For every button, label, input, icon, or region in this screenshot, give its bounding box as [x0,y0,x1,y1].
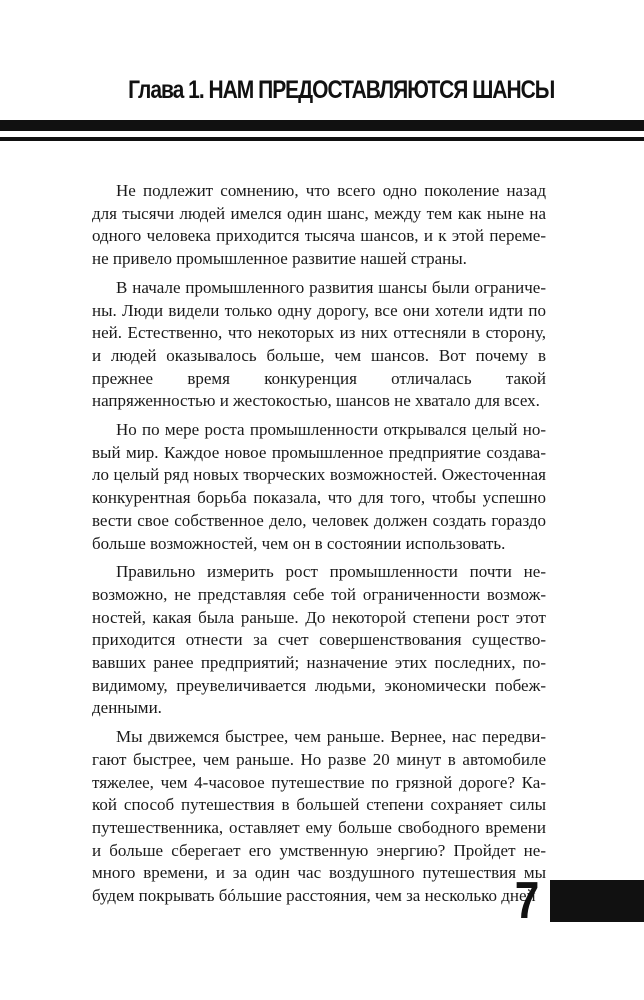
paragraph-2: В начале промышленного развития шансы были ограничены. Люди видели только одну дорогу, все они хотели идти по ней. Естественно, что некоторых из них оттесняли в сторону, и людей оказывалось больше, чем шансов. Вот почему в прежнее время конкуренция отличалась такой напряженностью и жестокостью, шансов не хватало для всех. [92,277,546,411]
header-thin-rule [0,137,644,141]
footer-bar [550,880,644,922]
body-text [92,180,546,914]
paragraph-1: Не подлежит сомнению, что всего одно поколение назад для тысячи людей имелся один шанс, между тем как ныне на одного человека приходится тысяча шансов, и к этой перемене привело промышленное развитие нашей страны. [92,181,546,269]
chapter-title: Глава 1. НАМ ПРЕДОСТАВЛЯЮТСЯ ШАНСЫ [127,76,554,104]
paragraph-4: Правильно измерить рост промышленности почти невозможно, не представляя себе той ограниченности возможностей, какая была раньше. До некоторой степени рост этот приходится отнести за счет совершенствования существовавших ранее предприятий; назначение этих последних, по-видимому, преувеличивается людьми, экономически побежденными. [92,562,546,718]
paragraph-5: Мы движемся быстрее, чем раньше. Вернее, нас передвигают быстрее, чем раньше. Но разве 20 минут в автомобиле тяжелее, чем 4-часовое путешествие по грязной дороге? Какой способ путешествия в большей степени сохраняет силы путешественника, оставляет ему больше свободного времени и больше сберегает его умственную энергию? Пройдет немного времени, и за один час воздушного путешествия мы будем покрывать бóльшие расстояния, чем за несколько дней [92,727,546,906]
page-number: 7 [514,872,540,930]
paragraph-3: Но по мере роста промышленности открывался целый новый мир. Каждое новое промышленное предприятие создавало целый ряд новых творческих возможностей. Ожесточенная конкурентная борьба показала, что для того, чтобы успешно вести свое собственное дело, человек должен создать гораздо больше возможностей, чем он в состоянии использовать. [92,420,546,553]
header-thick-rule [0,120,644,131]
